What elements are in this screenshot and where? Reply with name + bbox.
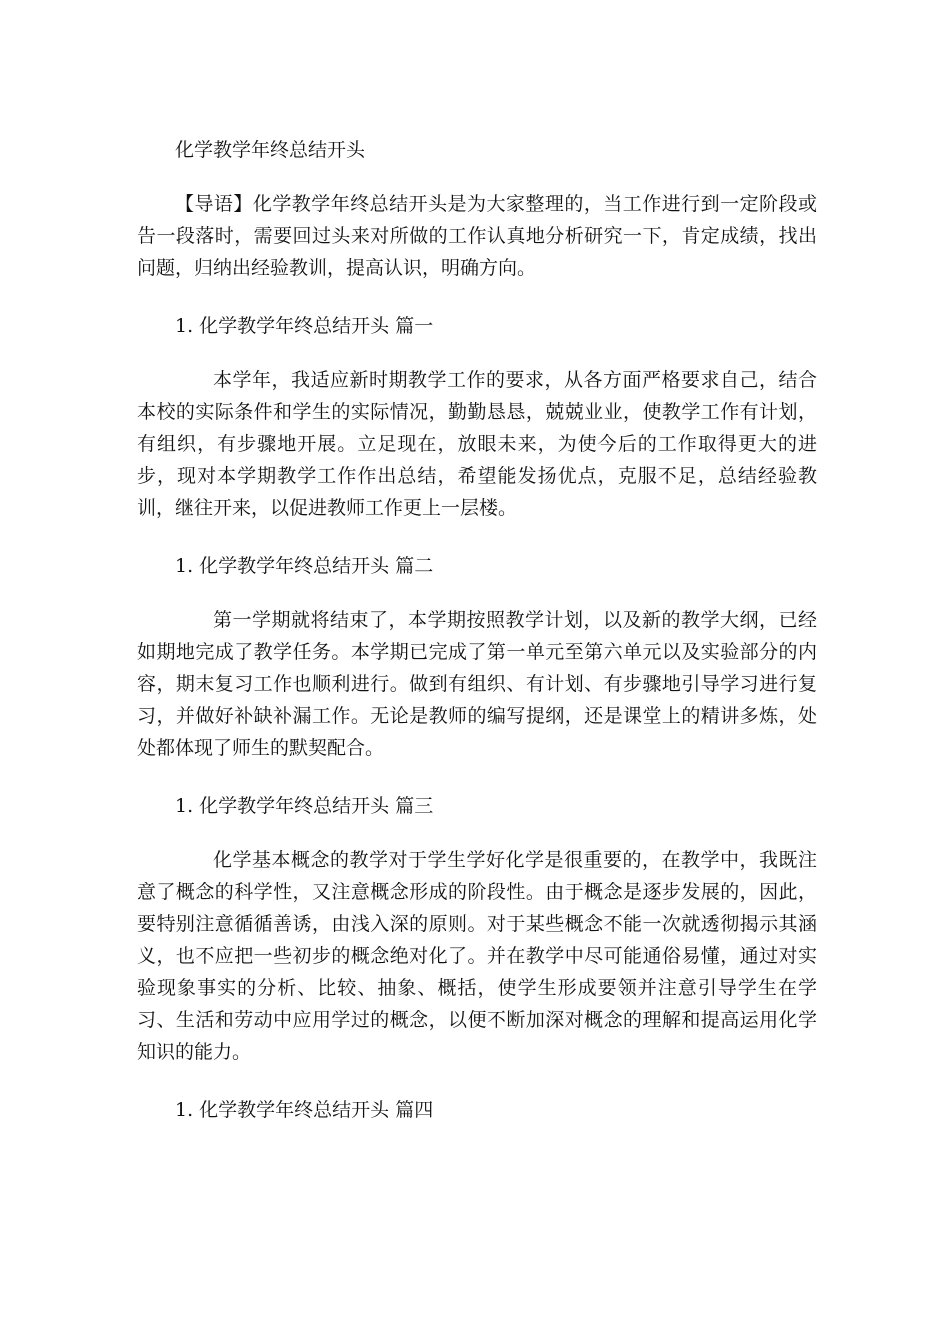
section-heading-3: 1. 化学教学年终总结开头 篇三: [175, 795, 434, 817]
section-heading-1: 1. 化学教学年终总结开头 篇一: [175, 315, 434, 337]
section-heading-2: 1. 化学教学年终总结开头 篇二: [175, 555, 434, 577]
document-title: 化学教学年终总结开头: [175, 139, 366, 161]
section-body-2: 第一学期就将结束了，本学期按照教学计划，以及新的教学大纲，已经如期地完成了教学任务。本学期已完成了第一单元至第六单元以及实验部分的内容，期末复习工作也顺利进行。做到有组织、有计划、有步骤地引导学习进行复习，并做好补缺补漏工作。无论是教师的编写提纲，还是课堂上的精讲多炼，处处都体现了师生的默契配合。: [137, 609, 817, 759]
section-body-3: 化学基本概念的教学对于学生学好化学是很重要的，在教学中，我既注意了概念的科学性，又注意概念形成的阶段性。由于概念是逐步发展的，因此，要特别注意循循善诱，由浅入深的原则。对于某些概念不能一次就透彻揭示其涵义，也不应把一些初步的概念绝对化了。并在教学中尽可能通俗易懂，通过对实验现象事实的分析、比较、抽象、概括，使学生形成要领并注意引导学生在学习、生活和劳动中应用学过的概念，以便不断加深对概念的理解和提高运用化学知识的能力。: [137, 849, 817, 1063]
intro-paragraph: 【导语】化学教学年终总结开头是为大家整理的，当工作进行到一定阶段或告一段落时，需要回过头来对所做的工作认真地分析研究一下，肯定成绩，找出问题，归纳出经验教训，提高认识，明确方向。: [137, 193, 817, 279]
section-body-1: 本学年，我适应新时期教学工作的要求，从各方面严格要求自己，结合本校的实际条件和学生的实际情况，勤勤恳恳，兢兢业业，使教学工作有计划，有组织，有步骤地开展。立足现在，放眼未来，为使今后的工作取得更大的进步，现对本学期教学工作作出总结，希望能发扬优点，克服不足，总结经验教训，继往开来，以促进教师工作更上一层楼。: [137, 369, 817, 519]
section-heading-4: 1. 化学教学年终总结开头 篇四: [175, 1099, 434, 1121]
